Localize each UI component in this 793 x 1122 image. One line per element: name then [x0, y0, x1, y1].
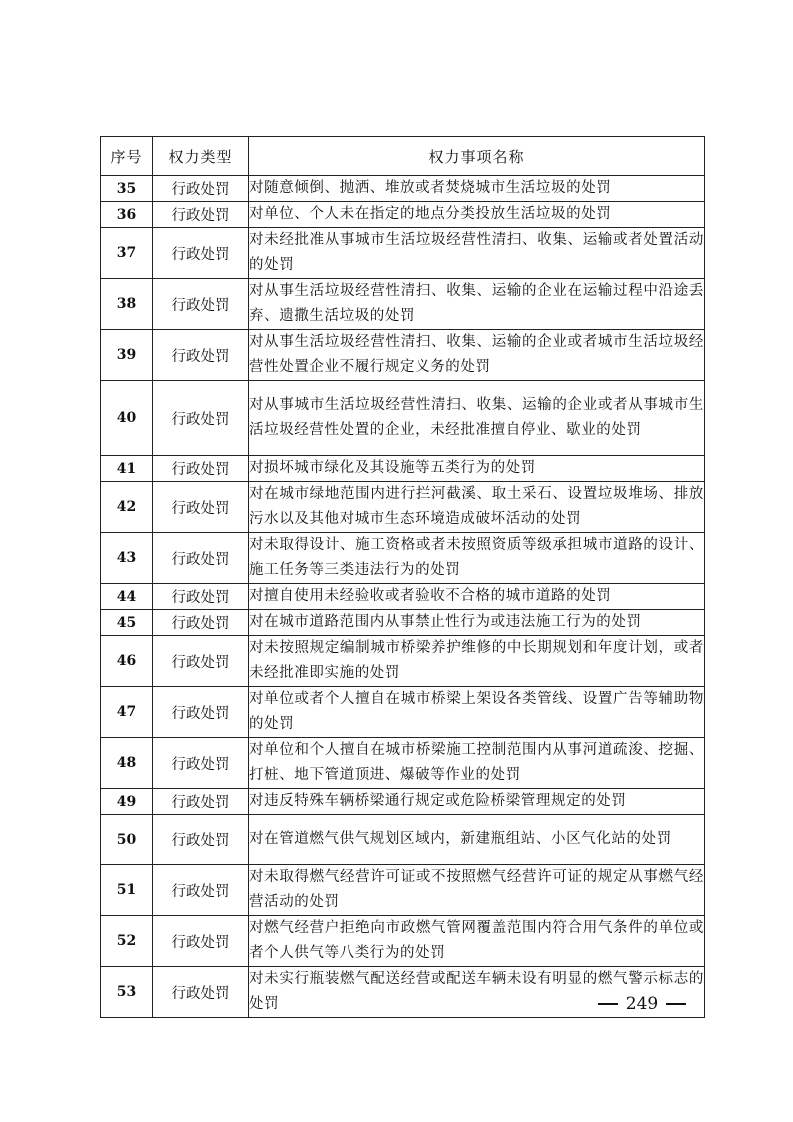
row-type: 行政处罚 [153, 687, 249, 738]
row-name: 对未取得设计、施工资格或者未按照资质等级承担城市道路的设计、施工任务等三类违法行为的处罚 [249, 533, 705, 584]
row-seq: 40 [101, 381, 153, 456]
page-number-dash-left [598, 1003, 618, 1005]
row-seq: 42 [101, 482, 153, 533]
row-name: 对未按照规定编制城市桥梁养护维修的中长期规划和年度计划，或者未经批准即实施的处罚 [249, 636, 705, 687]
row-type: 行政处罚 [153, 789, 249, 815]
row-seq: 53 [101, 967, 153, 1018]
table-row [101, 789, 705, 815]
row-seq: 46 [101, 636, 153, 687]
row-name: 对随意倾倒、抛洒、堆放或者焚烧城市生活垃圾的处罚 [249, 176, 705, 202]
row-seq: 41 [101, 456, 153, 482]
row-name: 对未取得燃气经营许可证或不按照燃气经营许可证的规定从事燃气经营活动的处罚 [249, 865, 705, 916]
row-type: 行政处罚 [153, 456, 249, 482]
row-type: 行政处罚 [153, 636, 249, 687]
row-type: 行政处罚 [153, 381, 249, 456]
table-row [101, 815, 705, 865]
row-name: 对违反特殊车辆桥梁通行规定或危险桥梁管理规定的处罚 [249, 789, 705, 815]
table-row [101, 533, 705, 584]
row-name: 对在城市道路范围内从事禁止性行为或违法施工行为的处罚 [249, 610, 705, 636]
row-seq: 49 [101, 789, 153, 815]
row-seq: 48 [101, 738, 153, 789]
table-row [101, 381, 705, 456]
row-type: 行政处罚 [153, 916, 249, 967]
header-seq: 序号 [101, 137, 153, 176]
row-name: 对未经批准从事城市生活垃圾经营性清扫、收集、运输或者处置活动的处罚 [249, 228, 705, 279]
row-name: 对未实行瓶装燃气配送经营或配送车辆未设有明显的燃气警示标志的处罚 [249, 967, 705, 1018]
row-name: 对从事城市生活垃圾经营性清扫、收集、运输的企业或者从事城市生活垃圾经营性处置的企业，未经批准擅自停业、歇业的处罚 [249, 381, 705, 456]
row-seq: 47 [101, 687, 153, 738]
row-type: 行政处罚 [153, 330, 249, 381]
row-type: 行政处罚 [153, 279, 249, 330]
table-header-row [101, 137, 705, 176]
row-seq: 51 [101, 865, 153, 916]
row-name: 对从事生活垃圾经营性清扫、收集、运输的企业在运输过程中沿途丢弃、遗撒生活垃圾的处罚 [249, 279, 705, 330]
table-row [101, 738, 705, 789]
table-row [101, 228, 705, 279]
row-type: 行政处罚 [153, 865, 249, 916]
row-name: 对单位和个人擅自在城市桥梁施工控制范围内从事河道疏浚、挖掘、打桩、地下管道顶进、爆破等作业的处罚 [249, 738, 705, 789]
row-type: 行政处罚 [153, 228, 249, 279]
row-type: 行政处罚 [153, 815, 249, 865]
row-type: 行政处罚 [153, 610, 249, 636]
table-row [101, 482, 705, 533]
row-type: 行政处罚 [153, 967, 249, 1018]
row-seq: 37 [101, 228, 153, 279]
row-seq: 38 [101, 279, 153, 330]
table-row [101, 865, 705, 916]
row-seq: 44 [101, 584, 153, 610]
page-number-text: 249 [625, 994, 659, 1014]
row-name: 对在城市绿地范围内进行拦河截溪、取土采石、设置垃圾堆场、排放污水以及其他对城市生态环境造成破坏活动的处罚 [249, 482, 705, 533]
row-seq: 52 [101, 916, 153, 967]
header-type: 权力类型 [153, 137, 249, 176]
page-number [592, 992, 692, 1016]
row-type: 行政处罚 [153, 202, 249, 228]
row-name: 对单位、个人未在指定的地点分类投放生活垃圾的处罚 [249, 202, 705, 228]
row-type: 行政处罚 [153, 584, 249, 610]
row-seq: 50 [101, 815, 153, 865]
row-seq: 43 [101, 533, 153, 584]
row-seq: 45 [101, 610, 153, 636]
table-row [101, 610, 705, 636]
table-row [101, 916, 705, 967]
table-row [101, 456, 705, 482]
row-seq: 36 [101, 202, 153, 228]
row-type: 行政处罚 [153, 176, 249, 202]
row-type: 行政处罚 [153, 738, 249, 789]
table-row [101, 279, 705, 330]
table-row [101, 636, 705, 687]
table-row [101, 330, 705, 381]
row-name: 对单位或者个人擅自在城市桥梁上架设各类管线、设置广告等辅助物的处罚 [249, 687, 705, 738]
table-row [101, 687, 705, 738]
table-row [101, 584, 705, 610]
row-seq: 39 [101, 330, 153, 381]
table-row [101, 202, 705, 228]
row-type: 行政处罚 [153, 533, 249, 584]
table-row [101, 176, 705, 202]
row-name: 对在管道燃气供气规划区域内，新建瓶组站、小区气化站的处罚 [249, 815, 705, 865]
power-items-table [100, 136, 705, 1018]
row-type: 行政处罚 [153, 482, 249, 533]
header-name: 权力事项名称 [249, 137, 705, 176]
page-number-dash-right [666, 1003, 686, 1005]
row-name: 对擅自使用未经验收或者验收不合格的城市道路的处罚 [249, 584, 705, 610]
row-seq: 35 [101, 176, 153, 202]
row-name: 对损坏城市绿化及其设施等五类行为的处罚 [249, 456, 705, 482]
row-name: 对燃气经营户拒绝向市政燃气管网覆盖范围内符合用气条件的单位或者个人供气等八类行为的处罚 [249, 916, 705, 967]
row-name: 对从事生活垃圾经营性清扫、收集、运输的企业或者城市生活垃圾经营性处置企业不履行规定义务的处罚 [249, 330, 705, 381]
